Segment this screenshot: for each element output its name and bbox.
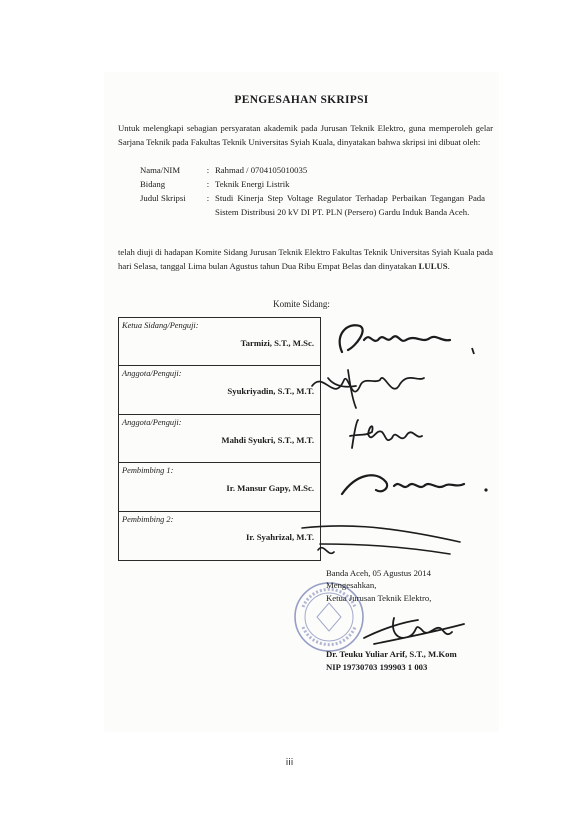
field-value: Rahmad / 0704105010035 — [215, 165, 308, 175]
status-lulus: LULUS — [418, 260, 448, 271]
intro-paragraph: Untuk melengkapi sebagian persyaratan akademik pada Jurusan Teknik Elektro, guna memperoleh gelar Sarjana Teknik pada Fakultas Teknik Universitas Syiah Kuala, dinyatakan bahwa skripsi ini dibuat oleh: — [118, 123, 493, 147]
signer-nip: NIP 19730703 199903 1 003 — [326, 661, 428, 672]
field-nama-nim — [140, 164, 485, 178]
committee-role: Anggota/Penguji: — [122, 369, 182, 379]
committee-role: Pembimbing 2: — [122, 514, 174, 524]
committee-row — [119, 318, 320, 366]
committee-row — [119, 415, 320, 463]
page-title: PENGESAHAN SKRIPSI — [234, 94, 369, 106]
place-date: Banda Aceh, 05 Agustus 2014 — [326, 568, 431, 578]
field-colon: : — [206, 165, 210, 175]
committee-name: Ir. Syahrizal, M.T. — [245, 531, 314, 542]
committee-role: Pembimbing 1: — [122, 466, 174, 476]
signature-3 — [342, 414, 442, 454]
committee-role: Anggota/Penguji: — [122, 417, 182, 427]
signature-ketua — [354, 608, 474, 652]
field-value: Teknik Energi Listrik — [215, 178, 290, 189]
committee-name: Tarmizi, S.T., M.Sc. — [240, 338, 314, 348]
page-number: iii — [285, 758, 294, 768]
signature-1 — [326, 314, 486, 362]
approval-line: Ketua Jurusan Teknik Elektro, — [326, 592, 432, 603]
committee-row — [119, 463, 320, 511]
committee-row — [119, 512, 320, 560]
field-label: Nama/NIM — [140, 165, 181, 175]
signature-4 — [336, 464, 496, 504]
signature-2 — [304, 364, 454, 412]
field-bidang — [140, 178, 485, 192]
field-label: Judul Skripsi — [140, 192, 186, 203]
signature-5 — [300, 514, 470, 566]
field-judul-skripsi — [140, 192, 485, 220]
outro-paragraph — [118, 246, 493, 274]
approval-block — [326, 567, 431, 604]
signer-block — [326, 648, 457, 674]
committee-name: Mahdi Syukri, S.T., M.T. — [221, 434, 314, 445]
field-label: Bidang — [140, 178, 166, 189]
committee-row — [119, 366, 320, 414]
committee-table — [118, 317, 321, 561]
scanned-page — [104, 72, 499, 732]
outro-period: . — [447, 260, 450, 271]
approval-line: Mengesahkan, — [326, 580, 377, 591]
komite-heading: Komite Sidang: — [273, 299, 330, 309]
field-colon: : — [206, 178, 210, 189]
field-value: Studi Kinerja Step Voltage Regulator Terhadap Perbaikan Tegangan Pada Sistem Distribusi 20 kV DI PT. PLN (Persero) Gardu Induk Banda Aceh. — [215, 192, 485, 217]
signer-name: Dr. Teuku Yuliar Arif, S.T., M.Kom — [326, 649, 457, 659]
committee-name: Ir. Mansur Gapy, M.Sc. — [226, 483, 314, 494]
student-fields — [140, 164, 485, 220]
field-colon: : — [206, 192, 210, 203]
outro-text: telah diuji di hadapan Komite Sidang Jurusan Teknik Elektro Fakultas Teknik Universitas Syiah Kuala pada hari Selasa, tanggal Lima bulan Agustus tahun Dua Ribu Empat Belas dan dinyatakan — [118, 247, 493, 271]
committee-name: Syukriyadin, S.T., M.T. — [227, 386, 314, 397]
committee-role: Ketua Sidang/Penguji: — [122, 321, 199, 330]
